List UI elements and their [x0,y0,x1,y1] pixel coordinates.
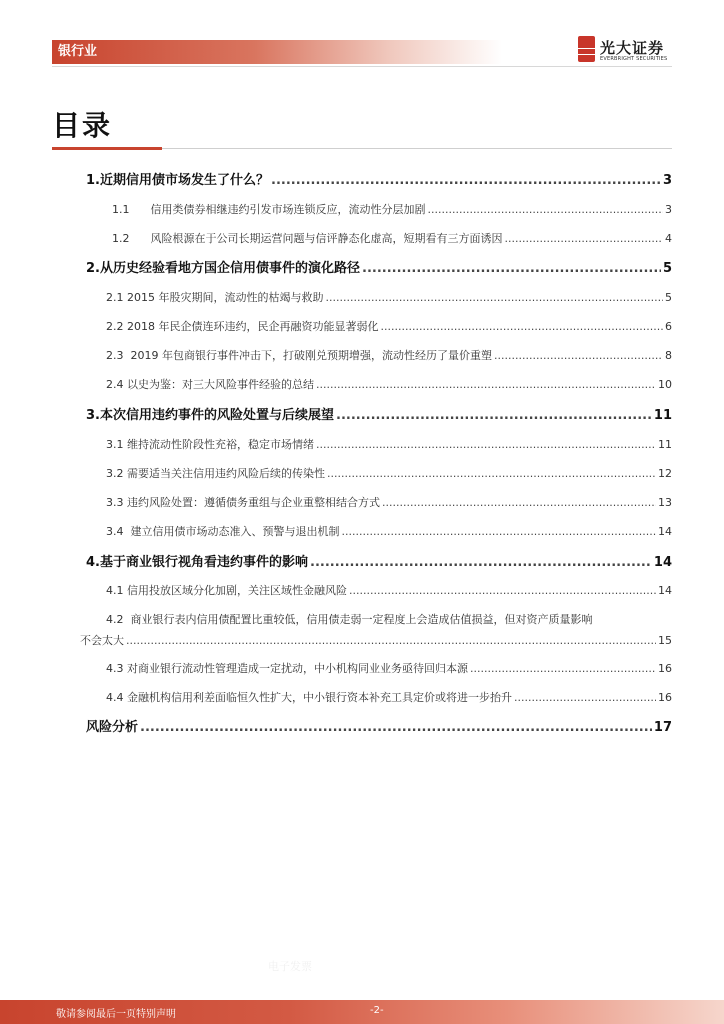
header-bar [52,40,502,64]
toc-entry[interactable]: 3.4 建立信用债市场动态准入、预警与退出机制 ..... 14 [106,523,672,539]
toc-page-number: 14 [658,584,672,597]
toc-title: 目录 [52,109,113,142]
toc-entry[interactable]: 4.1 信用投放区域分化加剧，关注区域性金融风险 ..... 14 [106,582,672,598]
toc-entry[interactable]: 2.3 2019 年包商银行事件冲击下，打破刚兑预期增强，流动性经历了量价重塑 ..... 8 [106,347,672,363]
title-rule [162,148,672,149]
toc-entry-wrapped-line[interactable]: 4.2 商业银行表内信用债配置比重较低，信用债走弱一定程度上会造成估值损益，但对资产质量影响 [106,613,593,626]
toc-page-number: 5 [665,291,672,304]
toc-page-number: 14 [658,525,672,538]
toc-entry[interactable]: 2.4 以史为鉴：对三大风险事件经验的总结 ..... 10 [106,376,672,392]
leader-dots [327,467,656,480]
leader-dots [126,634,656,647]
leader-dots [427,203,663,216]
toc-page-number: 10 [658,378,672,391]
toc-entry[interactable]: 风险分析 ..... 17 [86,716,672,735]
toc-entry[interactable]: 3.1 维持流动性阶段性充裕，稳定市场情绪 ..... 11 [106,436,672,452]
leader-dots [326,291,664,304]
toc-page-number: 15 [658,634,672,647]
leader-dots [140,720,652,735]
toc-page-number: 4 [665,232,672,245]
toc-page-number: 14 [653,555,672,570]
leader-dots [494,349,663,362]
leader-dots [271,173,661,188]
leader-dots [504,232,663,245]
leader-dots [316,438,656,451]
watermark: 电子发票 [268,960,312,973]
leader-dots [470,662,656,675]
toc-page-number: 3 [662,173,672,188]
leader-dots [349,584,656,597]
leader-dots [342,525,657,538]
toc-entry[interactable]: 2.2 2018 年民企债连环违约，民企再融资功能显著弱化 ..... 6 [106,318,672,334]
leader-dots [514,691,656,704]
logo-name-cn: 光大证券 [600,39,665,57]
leader-dots [362,261,661,276]
footer-page-number: -2- [370,1005,384,1016]
leader-dots [316,378,656,391]
toc-page-number: 11 [653,408,672,423]
toc-entry[interactable]: 3.3 违约风险处置：遵循债务重组与企业重整相结合方式 ..... 13 [106,494,672,510]
logo-name-en: EVERBRIGHT SECURITIES [600,56,668,62]
toc-entry[interactable]: 1.近期信用债市场发生了什么？ ..... 3 [86,169,672,188]
leader-dots [381,320,664,333]
toc-entry[interactable]: 3.2 需要适当关注信用违约风险后续的传染性 ..... 12 [106,465,672,481]
toc-entry[interactable]: 1.2 风险根源在于公司长期运营问题与信评静态化虚高，短期看有三方面诱因 ..... 4 [112,230,672,246]
toc-entry[interactable]: 4.基于商业银行视角看违约事件的影响 ..... 14 [86,551,672,570]
toc-entry[interactable]: 1.1 信用类债券相继违约引发市场连锁反应，流动性分层加剧 ..... 3 [112,201,672,217]
leader-dots [336,408,652,423]
toc-page-number: 12 [658,467,672,480]
toc-page-number: 3 [665,203,672,216]
toc-page-number: 11 [658,438,672,451]
leader-dots [382,496,656,509]
logo-mark-icon [578,36,595,62]
header-divider [52,66,672,67]
toc-entry[interactable]: 不会太大 ..... 15 [80,632,672,648]
industry-label: 银行业 [58,44,98,59]
toc-page-number: 16 [658,662,672,675]
toc-page-number: 13 [658,496,672,509]
toc-page-number: 6 [665,320,672,333]
company-logo [578,36,674,66]
toc-page-number: 17 [653,720,672,735]
leader-dots [310,555,652,570]
toc-page-number: 5 [662,261,672,276]
toc-entry[interactable]: 4.4 金融机构信用利差面临恒久性扩大，中小银行资本补充工具定价或将进一步抬升 ..... 16 [106,689,672,705]
footer-disclaimer: 敬请参阅最后一页特别声明 [56,1009,176,1020]
toc-entry[interactable]: 2.从历史经验看地方国企信用债事件的演化路径 ..... 5 [86,257,672,276]
toc-page-number: 16 [658,691,672,704]
toc-page-number: 8 [665,349,672,362]
toc-entry[interactable]: 3.本次信用违约事件的风险处置与后续展望 ..... 11 [86,404,672,423]
toc-entry[interactable]: 2.1 2015 年股灾期间，流动性的枯竭与救助 ..... 5 [106,289,672,305]
toc-entry[interactable]: 4.3 对商业银行流动性管理造成一定扰动，中小机构同业业务亟待回归本源 ..... 16 [106,660,672,676]
title-rule-accent [52,147,162,150]
